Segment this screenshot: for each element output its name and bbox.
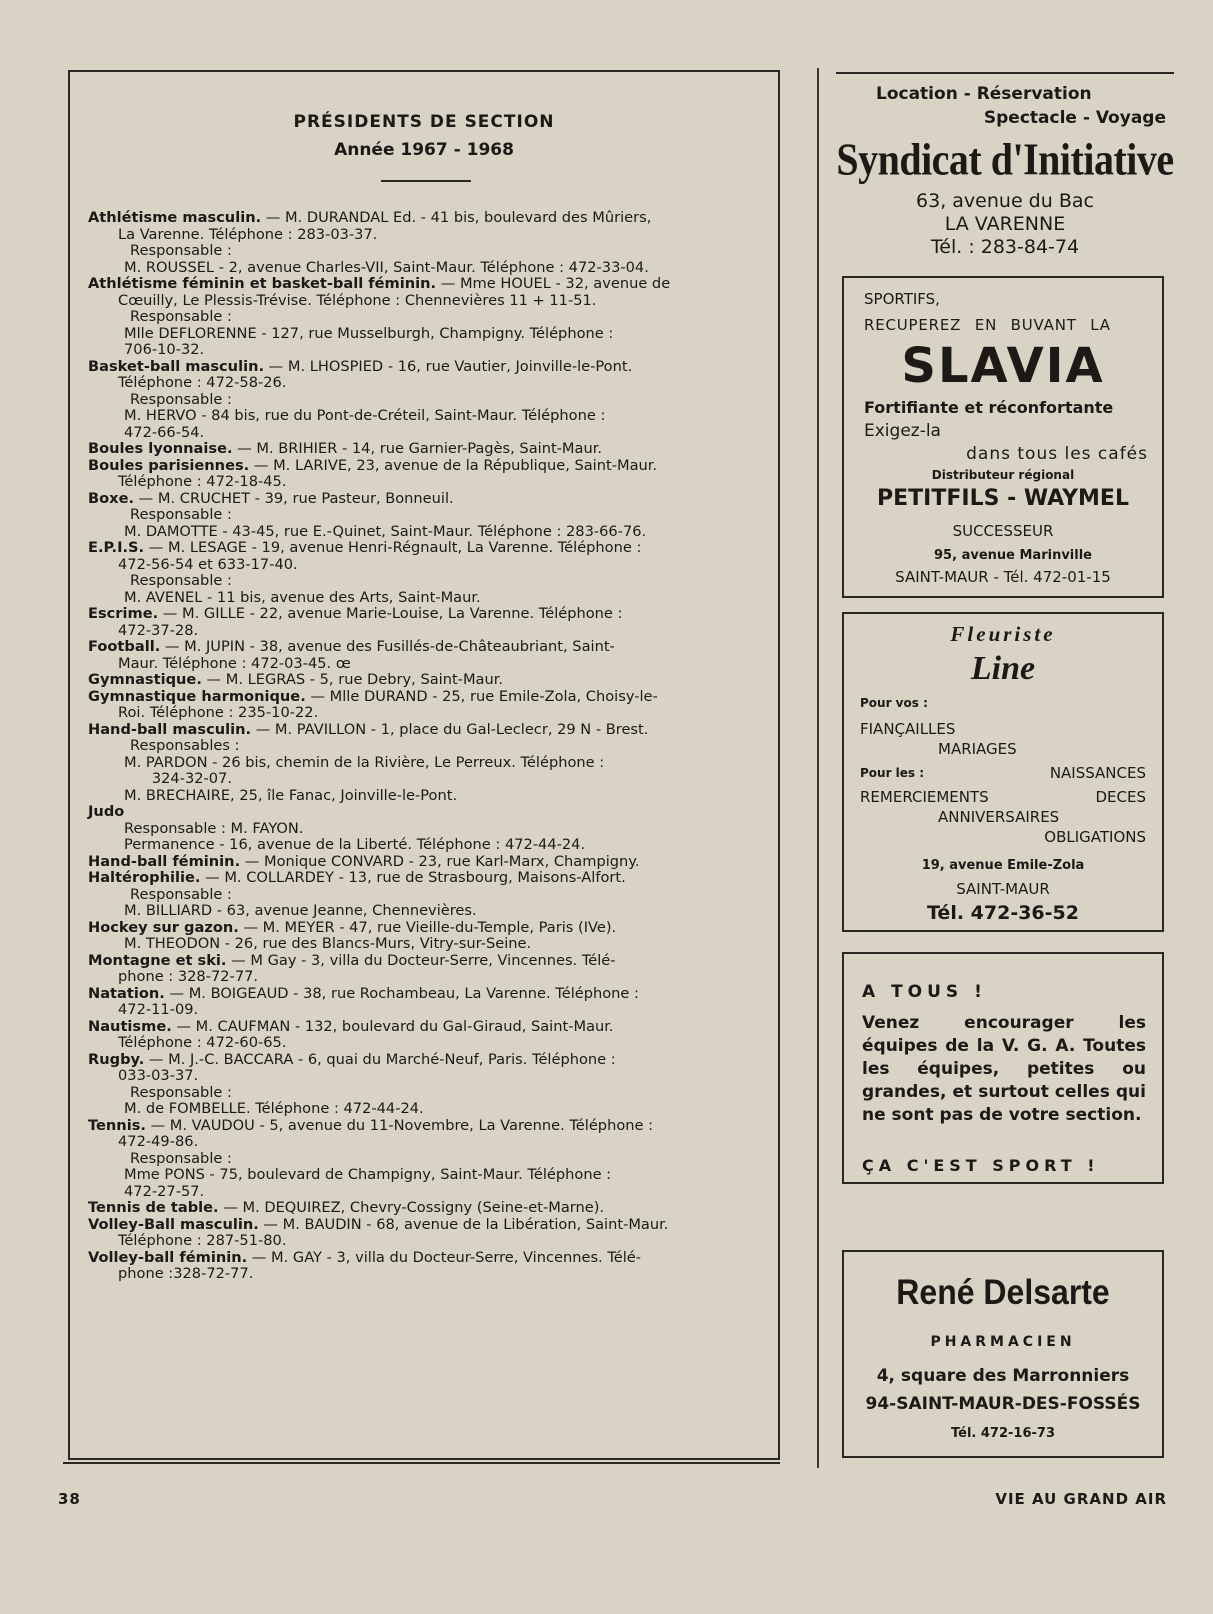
section-entry xyxy=(88,276,761,359)
fleuriste-naissances: NAISSANCES xyxy=(1049,764,1146,782)
section-president: — M. PAVILLON - 1, place du Gal-Leclecr, 29 N - Brest. xyxy=(251,720,649,738)
section-head-line xyxy=(88,606,761,623)
section-continuation: Cœuilly, Le Plessis-Trévise. Téléphone : Chennevières 11 + 11-51. xyxy=(118,291,597,309)
slavia-distributor: Distributeur régional xyxy=(931,468,1075,482)
fleuriste-anniversaires: ANNIVERSAIRES xyxy=(938,808,1060,826)
atous-body: Venez encourager les équipes de la V. G. A. Toutes les équipes, petites ou grandes, et surtout celles qui ne sont pas de votre section. xyxy=(862,1013,1146,1125)
section-name: Hand-ball féminin. xyxy=(88,852,241,870)
section-name: Tennis de table. xyxy=(88,1199,219,1216)
section-head-line xyxy=(88,1019,761,1036)
section-president: — Mlle DURAND - 25, rue Emile-Zola, Choisy-le- xyxy=(305,687,658,705)
section-president: — M. LHOSPIED - 16, rue Vautier, Joinville-le-Pont. xyxy=(264,357,633,375)
section-entry xyxy=(88,689,761,722)
slavia-address: 95, avenue Marinville xyxy=(934,548,1092,563)
responsable-value: M. HERVO - 84 bis, rue du Pont-de-Créteil, Saint-Maur. Téléphone : xyxy=(124,407,606,424)
section-name: E.P.I.S. xyxy=(88,539,145,556)
delsarte-job: PHARMACIEN xyxy=(930,1334,1076,1350)
slavia-company: PETITFILS - WAYMEL xyxy=(877,486,1129,511)
panel-title: PRÉSIDENTS DE SECTION xyxy=(293,112,555,132)
responsable-value: Permanence - 16, avenue de la Liberté. Téléphone : 472-44-24. xyxy=(124,836,586,853)
responsable-value: M. BILLIARD - 63, avenue Jeanne, Chennevières. xyxy=(124,902,477,919)
responsable-label: Responsables : xyxy=(130,737,240,754)
section-name: Gymnastique harmonique. xyxy=(88,687,306,705)
section-president: — M. VAUDOU - 5, avenue du 11-Novembre, La Varenne. Téléphone : xyxy=(145,1116,654,1134)
section-name: Volley-ball féminin. xyxy=(88,1248,248,1266)
responsable-label: Responsable : xyxy=(130,1083,232,1101)
section-head-line xyxy=(88,722,761,739)
section-continuation: Roi. Téléphone : 235-10-22. xyxy=(118,704,319,721)
section-entry xyxy=(88,1118,761,1201)
section-continuation: 033-03-37. xyxy=(118,1067,199,1084)
title-divider xyxy=(381,180,471,182)
section-head-line xyxy=(88,540,761,557)
syndicat-tel: Tél. : 283-84-74 xyxy=(930,236,1080,258)
fleuriste-mariages: MARIAGES xyxy=(938,740,1017,758)
section-president: — M. LESAGE - 19, avenue Henri-Régnault, La Varenne. Téléphone : xyxy=(144,539,642,556)
presidents-panel xyxy=(68,70,780,1460)
section-head-line xyxy=(88,953,761,970)
section-president: — M. COLLARDEY - 13, rue de Strasbourg, Maisons-Alfort. xyxy=(200,869,626,886)
section-name: Natation. xyxy=(88,984,165,1002)
section-entry xyxy=(88,441,761,458)
section-name: Gymnastique. xyxy=(88,671,202,688)
section-president: — M. BRIHIER - 14, rue Garnier-Pagès, Saint-Maur. xyxy=(232,440,603,457)
delsarte-address: 4, square des Marronniers xyxy=(876,1366,1130,1386)
page-number: 38 xyxy=(58,1490,81,1508)
section-president: — M. CRUCHET - 39, rue Pasteur, Bonneuil. xyxy=(134,489,454,507)
ad-syndicat xyxy=(836,72,1174,262)
responsable-label: Responsable : xyxy=(130,885,232,903)
section-name: Montagne et ski. xyxy=(88,951,227,969)
section-continuation: Téléphone : 472-58-26. xyxy=(118,374,287,391)
section-head-line xyxy=(88,210,761,227)
responsable-label: Responsable : xyxy=(130,390,232,408)
section-head-line xyxy=(88,854,761,871)
section-continuation: 472-56-54 et 633-17-40. xyxy=(118,555,298,573)
section-head-line xyxy=(88,672,761,689)
slavia-line4: dans tous les cafés xyxy=(966,444,1148,464)
section-name: Boules lyonnaise. xyxy=(88,440,233,457)
slavia-brand: SLAVIA xyxy=(901,338,1105,394)
syndicat-line2: Spectacle - Voyage xyxy=(983,108,1166,128)
section-continuation: Téléphone : 287-51-80. xyxy=(118,1232,287,1249)
section-head-line xyxy=(88,689,761,706)
section-head-line xyxy=(88,870,761,887)
section-entry xyxy=(88,1217,761,1250)
responsable-value: Mme PONS - 75, boulevard de Champigny, Saint-Maur. Téléphone : xyxy=(124,1166,612,1183)
section-name: Haltérophilie. xyxy=(88,869,201,886)
section-president: — M. GAY - 3, villa du Docteur-Serre, Vincennes. Télé- xyxy=(247,1248,642,1266)
section-head-line xyxy=(88,639,761,656)
section-president: — M. DEQUIREZ, Chevry-Cossigny (Seine-et-Marne). xyxy=(218,1199,605,1216)
ad-slavia xyxy=(842,276,1164,598)
section-entry xyxy=(88,639,761,672)
section-entry xyxy=(88,920,761,953)
section-president: — M. DURANDAL Ed. - 41 bis, boulevard des Mûriers, xyxy=(261,209,652,226)
section-president: — M. J.-C. BACCARA - 6, quai du Marché-Neuf, Paris. Téléphone : xyxy=(144,1050,616,1068)
magazine-name: VIE AU GRAND AIR xyxy=(995,1490,1167,1508)
section-entry xyxy=(88,210,761,276)
section-name: Tennis. xyxy=(88,1116,146,1134)
column-divider xyxy=(817,68,819,1468)
section-name: Hand-ball masculin. xyxy=(88,720,252,738)
slavia-line1: SPORTIFS, xyxy=(864,290,940,308)
section-name: Volley-Ball masculin. xyxy=(88,1215,259,1233)
fleuriste-pour-les: Pour les : xyxy=(860,766,925,780)
section-name: Escrime. xyxy=(88,605,159,622)
delsarte-name: René Delsarte xyxy=(896,1272,1110,1312)
section-continuation: Maur. Téléphone : 472-03-45. œ xyxy=(118,654,351,672)
section-head-line xyxy=(88,1052,761,1069)
fleuriste-city: SAINT-MAUR xyxy=(956,880,1050,898)
responsable-value: M. PARDON - 26 bis, chemin de la Rivière, Le Perreux. Téléphone : xyxy=(124,753,605,771)
section-continuation: phone : 328-72-77. xyxy=(118,968,259,985)
section-entry xyxy=(88,1200,761,1217)
fleuriste-pour-vos: Pour vos : xyxy=(860,696,928,710)
section-head-line xyxy=(88,491,761,508)
section-head-line xyxy=(88,441,761,458)
section-continuation: La Varenne. Téléphone : 283-03-37. xyxy=(118,225,378,243)
fleuriste-tel: Tél. 472-36-52 xyxy=(927,902,1079,924)
section-name: Football. xyxy=(88,638,161,655)
ad-delsarte xyxy=(842,1250,1164,1458)
delsarte-tel: Tél. 472-16-73 xyxy=(951,1426,1055,1441)
section-entry xyxy=(88,722,761,805)
fleuriste-deces: DECES xyxy=(1095,788,1146,806)
section-continuation: 472-11-09. xyxy=(118,1001,199,1018)
fleuriste-name: Line xyxy=(970,650,1036,687)
section-entry xyxy=(88,458,761,491)
section-president: — M. LARIVE, 23, avenue de la République, Saint-Maur. xyxy=(249,456,658,474)
section-president: — M. MEYER - 47, rue Vieille-du-Temple, Paris (IVe). xyxy=(238,918,617,936)
ad-a-tous xyxy=(842,952,1164,1184)
section-president: — M Gay - 3, villa du Docteur-Serre, Vincennes. Télé- xyxy=(226,951,616,969)
delsarte-city: 94-SAINT-MAUR-DES-FOSSÉS xyxy=(865,1394,1141,1414)
section-continuation: Téléphone : 472-60-65. xyxy=(118,1034,287,1051)
responsable-value: 472-66-54. xyxy=(124,423,205,441)
section-continuation: 472-37-28. xyxy=(118,621,199,639)
section-name: Boules parisiennes. xyxy=(88,456,250,474)
section-entry xyxy=(88,953,761,986)
section-president: — M. LEGRAS - 5, rue Debry, Saint-Maur. xyxy=(201,671,504,688)
section-name: Athlétisme masculin. xyxy=(88,209,262,226)
section-president: — M. BAUDIN - 68, avenue de la Libération, Saint-Maur. xyxy=(258,1215,669,1233)
section-head-line xyxy=(88,1118,761,1135)
section-name: Basket-ball masculin. xyxy=(88,357,265,375)
section-entry xyxy=(88,804,761,854)
responsable-value: 324-32-07. xyxy=(124,770,232,787)
atous-title: A TOUS ! xyxy=(862,982,987,1002)
section-head-line xyxy=(88,276,761,293)
section-entry xyxy=(88,359,761,442)
responsable-label: Responsable : xyxy=(130,572,232,589)
section-name: Judo xyxy=(88,803,125,820)
responsable-value: Mlle DEFLORENNE - 127, rue Musselburgh, Champigny. Téléphone : xyxy=(124,324,614,342)
section-president: — Mme HOUEL - 32, avenue de xyxy=(436,275,671,292)
section-name: Nautisme. xyxy=(88,1017,172,1035)
slavia-line3: Exigez-la xyxy=(864,421,941,441)
section-entry xyxy=(88,870,761,920)
slavia-line2: RECUPEREZ EN BUVANT LA xyxy=(864,316,1111,334)
section-entry xyxy=(88,540,761,606)
responsable-value: M. de FOMBELLE. Téléphone : 472-44-24. xyxy=(124,1100,424,1117)
fleuriste-address: 19, avenue Emile-Zola xyxy=(921,858,1085,873)
responsable-value: Responsable : M. FAYON. xyxy=(124,819,304,837)
slavia-successor: SUCCESSEUR xyxy=(952,522,1054,540)
section-head-line xyxy=(88,804,761,821)
section-entry xyxy=(88,672,761,689)
responsable-value: M. ROUSSEL - 2, avenue Charles-VII, Saint-Maur. Téléphone : 472-33-04. xyxy=(124,258,649,276)
fleuriste-obligations: OBLIGATIONS xyxy=(1044,828,1146,846)
section-name: Athlétisme féminin et basket-ball féminin. xyxy=(88,275,437,292)
ad-fleuriste xyxy=(842,612,1164,932)
responsable-value: M. THEODON - 26, rue des Blancs-Murs, Vitry-sur-Seine. xyxy=(124,935,532,952)
syndicat-name: Syndicat d'Initiative xyxy=(836,133,1174,185)
section-head-line xyxy=(88,458,761,475)
section-entry xyxy=(88,606,761,639)
section-name: Rugby. xyxy=(88,1050,145,1068)
section-head-line xyxy=(88,359,761,376)
fleuriste-fiancailles: FIANÇAILLES xyxy=(860,720,956,738)
fleuriste-title: Fleuriste xyxy=(950,622,1056,646)
section-president: — M. BOIGEAUD - 38, rue Rochambeau, La Varenne. Téléphone : xyxy=(164,984,639,1002)
section-entry xyxy=(88,1052,761,1118)
section-continuation: 472-49-86. xyxy=(118,1133,199,1150)
section-name: Hockey sur gazon. xyxy=(88,918,239,936)
responsable-value: M. BRECHAIRE, 25, île Fanac, Joinville-le-Pont. xyxy=(124,786,458,804)
section-continuation: phone :328-72-77. xyxy=(118,1265,254,1282)
responsable-label: Responsable : xyxy=(130,506,232,523)
atous-slogan: ÇA C'EST SPORT ! xyxy=(862,1156,1100,1175)
sections-list xyxy=(88,210,761,1283)
syndicat-addr2: LA VARENNE xyxy=(944,213,1066,235)
panel-year: Année 1967 - 1968 xyxy=(334,140,514,160)
section-entry xyxy=(88,491,761,541)
slavia-city-tel: SAINT-MAUR - Tél. 472-01-15 xyxy=(895,568,1111,586)
section-entry xyxy=(88,986,761,1019)
responsable-label: Responsable : xyxy=(130,1149,232,1167)
fleuriste-remerciements: REMERCIEMENTS xyxy=(860,788,989,806)
section-president: — M. JUPIN - 38, avenue des Fusillés-de-Châteaubriant, Saint- xyxy=(160,638,615,655)
responsable-value: 706-10-32. xyxy=(124,341,205,358)
syndicat-line1: Location - Réservation xyxy=(876,84,1092,104)
responsable-label: Responsable : xyxy=(130,242,232,259)
slavia-tagline: Fortifiante et réconfortante xyxy=(864,398,1114,417)
section-president: — M. GILLE - 22, avenue Marie-Louise, La Varenne. Téléphone : xyxy=(158,605,623,622)
section-head-line xyxy=(88,1250,761,1267)
section-president: — Monique CONVARD - 23, rue Karl-Marx, Champigny. xyxy=(240,852,640,870)
section-entry xyxy=(88,1250,761,1283)
section-head-line xyxy=(88,1200,761,1217)
section-entry xyxy=(88,1019,761,1052)
responsable-value: M. DAMOTTE - 43-45, rue E.-Quinet, Saint-Maur. Téléphone : 283-66-76. xyxy=(124,522,647,540)
responsable-value: M. AVENEL - 11 bis, avenue des Arts, Saint-Maur. xyxy=(124,588,481,606)
section-head-line xyxy=(88,1217,761,1234)
responsable-value: 472-27-57. xyxy=(124,1182,205,1200)
section-name: Boxe. xyxy=(88,489,135,507)
section-entry xyxy=(88,854,761,871)
section-president: — M. CAUFMAN - 132, boulevard du Gal-Giraud, Saint-Maur. xyxy=(171,1017,614,1035)
section-head-line xyxy=(88,920,761,937)
responsable-label: Responsable : xyxy=(130,308,232,325)
section-continuation: Téléphone : 472-18-45. xyxy=(118,473,287,490)
syndicat-addr1: 63, avenue du Bac xyxy=(916,190,1094,212)
section-head-line xyxy=(88,986,761,1003)
